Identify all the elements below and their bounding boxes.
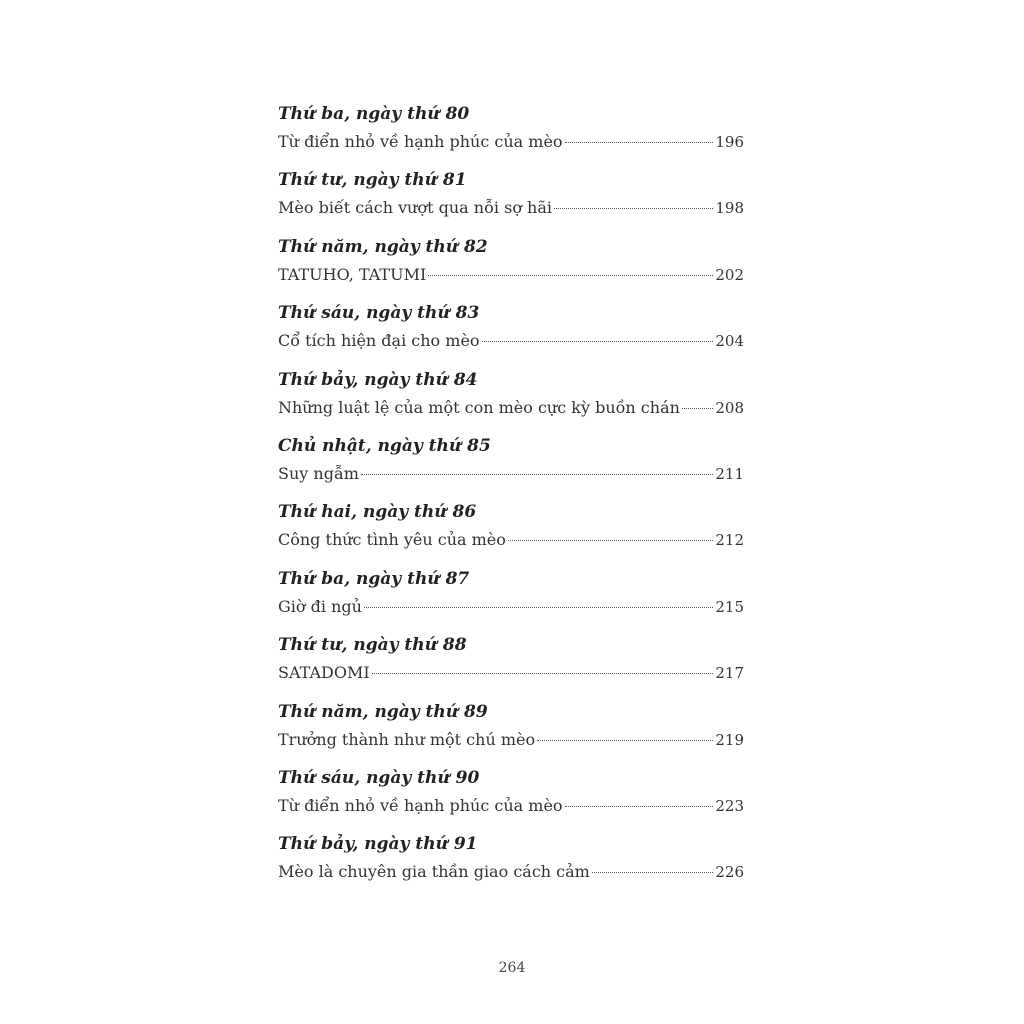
toc-page-number: 198 [715,199,744,218]
toc-line [278,526,744,554]
dot-leader [508,540,713,541]
toc-page-number: 208 [715,398,744,417]
toc-day-heading: Thứ năm, ngày thứ 82 [278,236,488,257]
dot-leader [364,607,713,608]
toc-line [278,327,744,355]
toc-chapter-title: Công thức tình yêu của mèo [278,530,506,550]
toc-chapter-title: Những luật lệ của một con mèo cực kỳ buồn chán [278,397,680,417]
dot-leader [592,872,714,873]
toc-chapter-title: TATUHO, TATUMI [278,264,427,284]
toc-line [278,593,744,621]
dot-leader [565,142,714,143]
toc-line [278,261,744,289]
toc-entry [278,565,744,631]
table-of-contents [278,100,744,897]
toc-line [278,726,744,754]
toc-line [278,792,744,820]
toc-entry [278,299,744,365]
dot-leader [372,673,714,674]
dot-leader [537,740,713,741]
toc-page-number: 211 [715,464,744,483]
toc-entry [278,432,744,498]
toc-chapter-title: Trưởng thành như một chú mèo [278,729,536,749]
toc-page-number: 219 [715,730,744,749]
toc-page-number: 217 [715,664,744,683]
toc-line [278,659,744,687]
toc-page-number: 204 [715,332,744,351]
dot-leader [554,208,713,209]
toc-chapter-title: Suy ngẫm [278,463,359,483]
toc-page-number: 196 [715,133,744,151]
toc-line [278,460,744,488]
toc-entry [278,698,744,764]
toc-page-number: 223 [715,796,744,815]
toc-entry [278,100,744,166]
toc-page-number: 202 [715,265,744,284]
toc-day-heading: Thứ hai, ngày thứ 86 [278,502,477,523]
toc-day-heading: Thứ tư, ngày thứ 88 [278,635,467,656]
toc-entry [278,366,744,432]
toc-day-heading: Thứ ba, ngày thứ 80 [278,104,470,124]
dot-leader [682,408,713,409]
toc-day-heading: Chủ nhật, ngày thứ 85 [278,435,491,456]
toc-line [278,194,744,222]
toc-line [278,128,744,156]
toc-page-number: 212 [715,531,744,550]
toc-day-heading: Thứ năm, ngày thứ 89 [278,701,488,722]
toc-day-heading: Thứ bảy, ngày thứ 91 [278,834,478,855]
toc-day-heading: Thứ bảy, ngày thứ 84 [278,369,478,390]
page-number: 264 [498,960,526,976]
toc-chapter-title: Mèo biết cách vượt qua nỗi sợ hãi [278,198,552,218]
toc-day-heading: Thứ sáu, ngày thứ 83 [278,303,480,324]
dot-leader [428,275,713,276]
toc-entry [278,166,744,232]
toc-entry [278,631,744,697]
toc-chapter-title: Giờ đi ngủ [278,596,362,616]
toc-chapter-title: Từ điển nhỏ về hạnh phúc của mèo [278,132,563,151]
toc-chapter-title: Cổ tích hiện đại cho mèo [278,331,480,351]
toc-entry [278,830,744,896]
toc-chapter-title: SATADOMI [278,663,370,683]
toc-entry [278,233,744,299]
toc-day-heading: Thứ ba, ngày thứ 87 [278,568,470,589]
toc-day-heading: Thứ sáu, ngày thứ 90 [278,767,480,788]
toc-line [278,858,744,886]
toc-chapter-title: Từ điển nhỏ về hạnh phúc của mèo [278,795,563,815]
dot-leader [482,341,714,342]
toc-day-heading: Thứ tư, ngày thứ 81 [278,170,467,191]
toc-entry [278,498,744,564]
toc-page-number: 226 [715,863,744,882]
toc-page-number: 215 [715,597,744,616]
toc-line [278,394,744,422]
dot-leader [565,806,714,807]
dot-leader [361,474,713,475]
toc-entry [278,764,744,830]
toc-chapter-title: Mèo là chuyên gia thần giao cách cảm [278,862,590,882]
